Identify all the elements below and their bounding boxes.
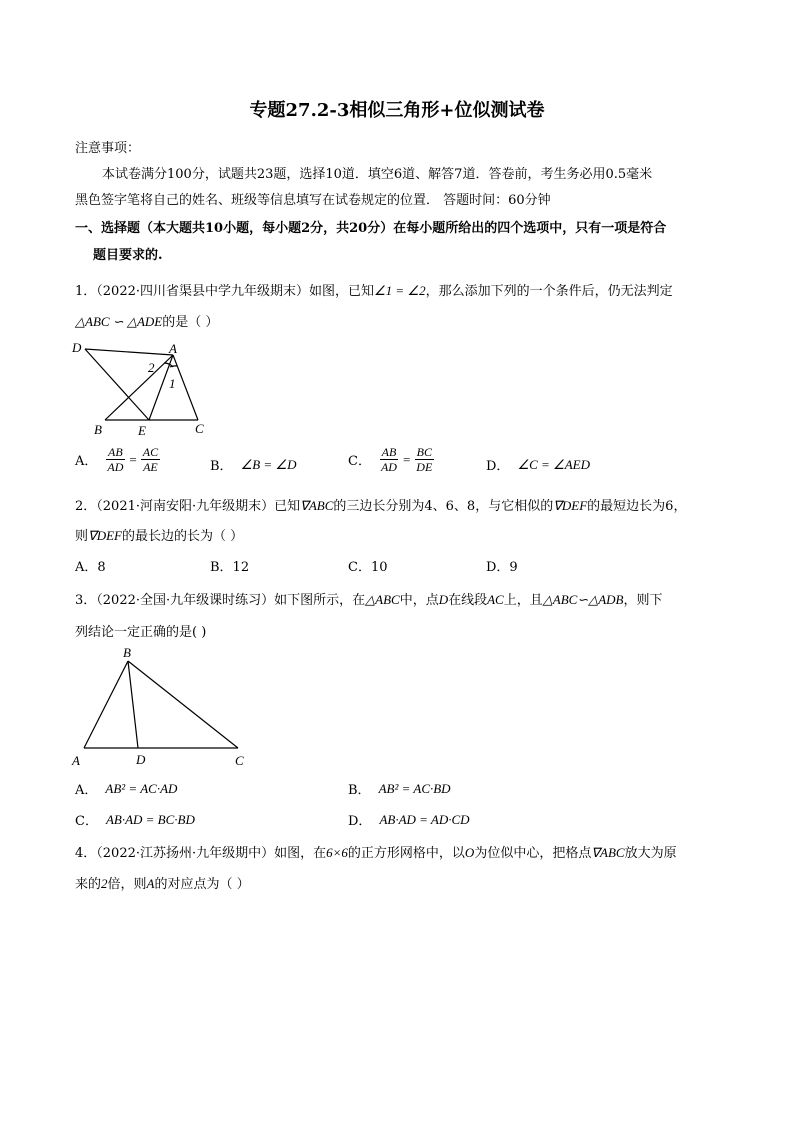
q3-label-B: B bbox=[123, 645, 131, 660]
q4-grid-size: 6×6 bbox=[326, 845, 348, 860]
q1-figure bbox=[70, 338, 220, 438]
q3-option-b-label: B． bbox=[348, 783, 371, 798]
q1-segment-AC bbox=[173, 355, 198, 420]
q3-option-d-label: D． bbox=[348, 814, 372, 829]
q3-line1-pre: 3．（2022·全国·九年级课时练习）如下图所示，在 bbox=[75, 593, 366, 608]
q1-option-c-fraction-1 bbox=[379, 445, 399, 474]
q4-line1-mid2: 为位似中心，把格点 bbox=[474, 846, 592, 861]
q4-line2-post: 的对应点为（ ） bbox=[154, 877, 250, 892]
q4-line-1 bbox=[75, 842, 677, 861]
q4-line-2 bbox=[75, 873, 250, 892]
q1-option-a[interactable] bbox=[75, 445, 160, 474]
q1-option-a-fraction-2 bbox=[141, 445, 160, 474]
q4-scale-factor: 2 bbox=[101, 876, 108, 891]
q2-option-a[interactable]: A．8 bbox=[75, 560, 106, 575]
q3-label-D: D bbox=[136, 752, 146, 767]
q1-line1-post: ，那么添加下列的一个条件后，仍无法判定 bbox=[425, 284, 673, 299]
q1-label-E: E bbox=[138, 423, 146, 438]
q3-segment-BD bbox=[128, 661, 138, 748]
q1-line-2 bbox=[75, 311, 218, 330]
q1-option-c-fraction-2 bbox=[414, 445, 434, 474]
q3-similarity-statement: △ABC∽△ADB bbox=[542, 592, 624, 607]
q3-line1-post: ，则下 bbox=[623, 593, 663, 608]
q3-option-c[interactable] bbox=[75, 810, 195, 829]
q2-option-c[interactable]: C．10 bbox=[348, 560, 388, 575]
q3-label-A: A bbox=[72, 753, 80, 768]
notice-line-1: 本试卷满分100分，试题共23题，选择10道．填空6道、解答7道．答卷前，考生务必用0.5毫米 bbox=[102, 167, 653, 182]
q1-angle-condition: ∠1 = ∠2 bbox=[374, 283, 426, 298]
q2-line1-mid: 的三边长分别为4、6、8，与它相似的 bbox=[333, 499, 554, 514]
q2-line2-post: 的最长边的长为（ ） bbox=[121, 529, 244, 544]
notice-heading: 注意事项： bbox=[75, 141, 141, 156]
q4-center-o: O bbox=[464, 845, 475, 860]
q3-option-b-text: AB² = AC·BD bbox=[378, 780, 451, 796]
q3-line1-mid3: 上，且 bbox=[503, 593, 543, 608]
q2-option-b[interactable]: B．12 bbox=[210, 560, 250, 575]
q4-line2-mid: 倍，则 bbox=[107, 877, 147, 892]
q3-triangle-abc: △ABC bbox=[365, 592, 400, 607]
q3-option-b[interactable] bbox=[348, 779, 451, 798]
q3-label-C: C bbox=[235, 753, 244, 768]
q1-label-D: D bbox=[72, 340, 82, 355]
q3-option-c-text: AB·AD = BC·BD bbox=[105, 811, 195, 827]
q4-line1-post: 放大为原 bbox=[624, 846, 677, 861]
denominator: AE bbox=[143, 460, 158, 474]
q1-segment-AB bbox=[105, 355, 173, 420]
q2-triangle-def: ∇DEF bbox=[553, 498, 588, 513]
q3-segment-BC bbox=[128, 661, 238, 748]
q1-label-angle-2: 2 bbox=[148, 360, 155, 375]
q3-line1-mid2: 在线段 bbox=[448, 593, 488, 608]
numerator: AB bbox=[108, 445, 123, 459]
q1-label-B: B bbox=[94, 422, 102, 437]
q3-line-2: 列结论一定正确的是( ) bbox=[75, 625, 207, 640]
denominator: AD bbox=[380, 460, 397, 474]
q2-line-1 bbox=[75, 495, 686, 514]
section-heading-line-1: 一、选择题（本大题共10小题，每小题2分，共20分）在每小题所给出的四个选项中，只有一项是符合 bbox=[75, 221, 667, 236]
equals-sign: = bbox=[402, 451, 411, 467]
q1-option-b[interactable] bbox=[210, 455, 296, 474]
q1-line-1 bbox=[75, 280, 673, 299]
equals-sign: = bbox=[129, 451, 137, 467]
q1-line1-pre: 1．（2022·四川省渠县中学九年级期末）如图，已知 bbox=[75, 284, 374, 299]
q1-option-d-text: ∠C = ∠AED bbox=[517, 456, 590, 472]
q4-line1-pre: 4．（2022·江苏扬州·九年级期中）如图，在 bbox=[75, 846, 327, 861]
q3-option-a-text: AB² = AC·AD bbox=[105, 780, 178, 796]
q2-triangle-def-2: ∇DEF bbox=[88, 528, 122, 543]
q2-line2-pre: 则 bbox=[75, 529, 89, 544]
q2-option-d[interactable]: D．9 bbox=[486, 560, 518, 575]
q1-option-d[interactable] bbox=[486, 455, 590, 474]
q1-option-a-fraction-1 bbox=[105, 445, 125, 474]
q2-line1-pre: 2．（2021·河南安阳·九年级期末）已知 bbox=[75, 499, 301, 514]
q3-option-d-text: AB·AD = AD·CD bbox=[379, 811, 470, 827]
numerator: AB bbox=[381, 445, 397, 459]
q2-triangle-abc: ∇ABC bbox=[300, 498, 334, 513]
denominator: AD bbox=[107, 460, 124, 474]
q3-figure bbox=[70, 640, 260, 775]
q3-segment-ac: AC bbox=[487, 592, 504, 607]
q3-option-a-label: A． bbox=[75, 783, 98, 798]
q4-triangle-abc: ∇ABC bbox=[591, 845, 625, 860]
q1-segment-DA bbox=[85, 349, 173, 355]
q3-line-1 bbox=[75, 589, 662, 608]
q1-option-b-text: ∠B = ∠D bbox=[240, 456, 297, 472]
q1-similarity-statement: △ABC ∽ △ADE bbox=[75, 314, 163, 329]
q1-option-c[interactable] bbox=[348, 445, 434, 474]
q1-option-a-label: A． bbox=[75, 454, 98, 469]
section-heading-line-2: 题目要求的. bbox=[93, 248, 163, 263]
denominator: DE bbox=[416, 460, 433, 474]
q3-option-c-label: C． bbox=[75, 814, 98, 829]
q2-line1-post: 的最短边长为6， bbox=[587, 499, 687, 514]
q1-angle-arc-1 bbox=[170, 366, 177, 367]
q4-point-a: A bbox=[146, 876, 155, 891]
q1-label-angle-1: 1 bbox=[169, 376, 176, 391]
q1-label-C: C bbox=[195, 421, 204, 436]
q2-line-2 bbox=[75, 525, 243, 544]
page-title: 专题27.2-3相似三角形+位似测试卷 bbox=[249, 100, 545, 121]
numerator: AC bbox=[142, 445, 159, 459]
q3-option-d[interactable] bbox=[348, 810, 470, 829]
q1-label-A: A bbox=[169, 341, 177, 356]
q1-option-d-label: D． bbox=[486, 459, 510, 474]
notice-line-2: 黑色签字笔将自己的姓名、班级等信息填写在试卷规定的位置． 答题时间：60分钟 bbox=[75, 193, 551, 208]
numerator: BC bbox=[416, 445, 432, 459]
q4-line1-mid1: 的正方形网格中，以 bbox=[347, 846, 465, 861]
q1-line2-post: 的是（ ） bbox=[162, 315, 219, 330]
q3-segment-BA bbox=[84, 661, 128, 748]
q4-line2-pre: 来的 bbox=[75, 877, 102, 892]
q3-option-a[interactable] bbox=[75, 779, 177, 798]
q3-line1-mid1: 中，点 bbox=[399, 593, 439, 608]
q3-point-d: D bbox=[438, 592, 449, 607]
q1-option-b-label: B． bbox=[210, 459, 233, 474]
q1-option-c-label: C． bbox=[348, 454, 371, 469]
